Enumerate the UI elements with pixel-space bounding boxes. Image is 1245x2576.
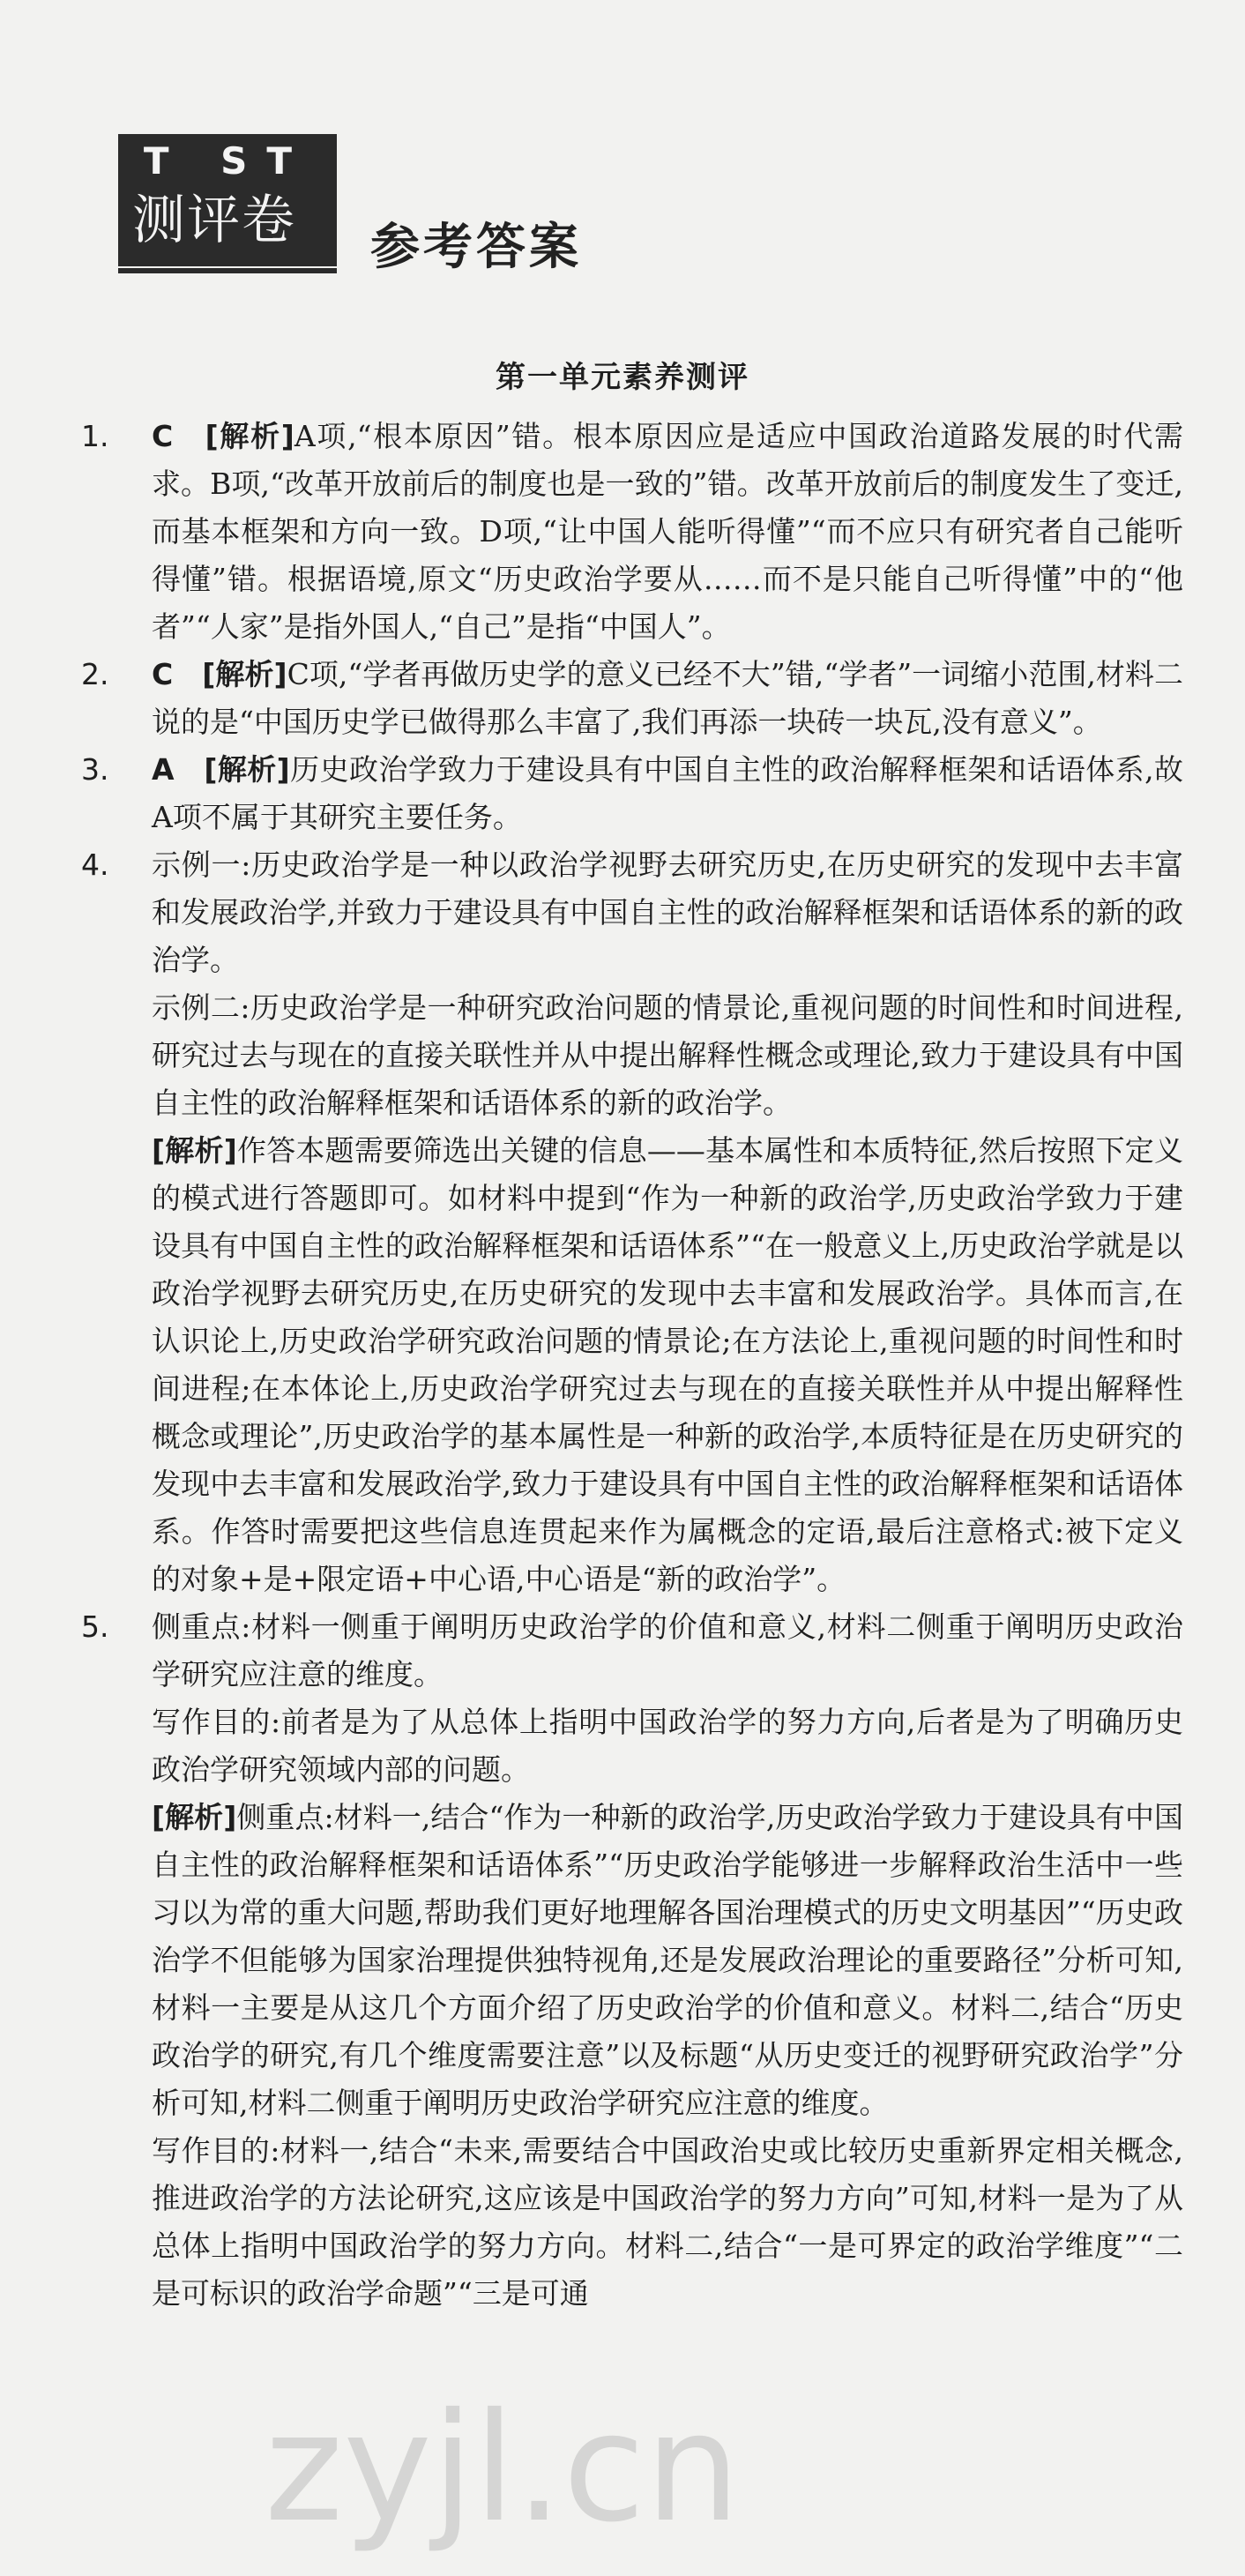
- answer-item: [81, 746, 1183, 841]
- answer-paragraph: [152, 746, 1183, 841]
- page-heading: 参考答案: [370, 219, 582, 276]
- answer-text: 写作目的:材料一,结合“未来,需要结合中国政治史或比较历史重新界定相关概念,推进政治学的方法论研究,这应该是中国政治学的努力方向”可知,材料一是为了从总体上指明中国政治学的努力方向。材料二,结合“一是可界定的政治学维度”“二是可标识的政治学命题”“三是可通: [152, 2133, 1183, 2311]
- question-number: 5.: [81, 1609, 109, 1644]
- answer-tag: C [解析]: [152, 657, 287, 691]
- answer-text: 侧重点:材料一,结合“作为一种新的政治学,历史政治学致力于建设具有中国自主性的政治解释框架和话语体系”“历史政治学能够进一步解释政治生活中一些习以为常的重大问题,帮助我们更好地理解各国治理模式的历史文明基因”“历史政治学不但能够为国家治理提供独特视角,还是发展政治理论的重要路径”分析可知,材料一主要是从这几个方面介绍了历史政治学的价值和意义。材料二,结合“历史政治学的研究,有几个维度需要注意”以及标题“从历史变迁的视野研究政治学”分析可知,材料二侧重于阐明历史政治学研究应注意的维度。: [152, 1800, 1183, 2120]
- answer-item: [81, 651, 1183, 746]
- answer-tag: [解析]: [152, 1133, 237, 1168]
- answer-item: [81, 841, 1183, 1603]
- answer-list: [81, 413, 1183, 2318]
- answer-paragraph: [152, 2127, 1183, 2318]
- section-title: 第一单元素养测评: [496, 360, 749, 395]
- logo-test-text: T ST: [143, 139, 312, 183]
- answer-tag: C [解析]: [152, 419, 294, 453]
- answer-paragraph: [152, 984, 1183, 1127]
- question-number: 4.: [81, 847, 109, 882]
- answer-text: A项,“根本原因”错。根本原因应是适应中国政治道路发展的时代需求。B项,“改革开放前后的制度也是一致的”错。改革开放前后的制度发生了变迁,而基本框架和方向一致。D项,“让中国人能听得懂”“而不应只有研究者自己能听得懂”错。根据语境,原文“历史政治学要从……而不是只能自己听得懂”中的“他者”“人家”是指外国人,“自己”是指“中国人”。: [152, 419, 1184, 644]
- answer-item: [81, 1603, 1183, 2318]
- logo-subtitle: 测评卷: [132, 190, 296, 251]
- answer-text: 写作目的:前者是为了从总体上指明中国政治学的努力方向,后者是为了明确历史政治学研究领域内部的问题。: [152, 1705, 1183, 1787]
- answer-paragraph: [152, 841, 1183, 984]
- watermark: zyjl.cn: [265, 2381, 741, 2556]
- answer-text: 侧重点:材料一侧重于阐明历史政治学的价值和意义,材料二侧重于阐明历史政治学研究应注意的维度。: [152, 1609, 1183, 1691]
- answer-paragraph: [152, 1127, 1183, 1603]
- answer-text: 示例二:历史政治学是一种研究政治问题的情景论,重视问题的时间性和时间进程,研究过去与现在的直接关联性并从中提出解释性概念或理论,致力于建设具有中国自主性的政治解释框架和话语体系的新的政治学。: [152, 990, 1183, 1120]
- answer-text: 示例一:历史政治学是一种以政治学视野去研究历史,在历史研究的发现中去丰富和发展政治学,并致力于建设具有中国自主性的政治解释框架和话语体系的新的政治学。: [152, 847, 1183, 977]
- answer-text: 历史政治学致力于建设具有中国自主性的政治解释框架和话语体系,故A项不属于其研究主要任务。: [152, 752, 1183, 834]
- answer-paragraph: [152, 1794, 1183, 2127]
- answer-paragraph: [152, 413, 1183, 651]
- logo-underline: [118, 268, 337, 273]
- answer-tag: [解析]: [152, 1800, 237, 1834]
- answer-text: 作答本题需要筛选出关键的信息——基本属性和本质特征,然后按照下定义的模式进行答题即可。如材料中提到“作为一种新的政治学,历史政治学致力于建设具有中国自主性的政治解释框架和话语体系”“在一般意义上,历史政治学就是以政治学视野去研究历史,在历史研究的发现中去丰富和发展政治学。具体而言,在认识论上,历史政治学研究政治问题的情景论;在方法论上,重视问题的时间性和时间进程;在本体论上,历史政治学研究过去与现在的直接关联性并从中提出解释性概念或理论”,历史政治学的基本属性是一种新的政治学,本质特征是在历史研究的发现中去丰富和发展政治学,致力于建设具有中国自主性的政治解释框架和话语体系。作答时需要把这些信息连贯起来作为属概念的定语,最后注意格式:被下定义的对象+是+限定语+中心语,中心语是“新的政治学”。: [152, 1133, 1183, 1596]
- answer-item: [81, 413, 1183, 651]
- question-number: 1.: [81, 419, 109, 453]
- question-number: 2.: [81, 657, 109, 691]
- answer-text: C项,“学者再做历史学的意义已经不大”错,“学者”一词缩小范围,材料二说的是“中国历史学已做得那么丰富了,我们再添一块砖一块瓦,没有意义”。: [152, 657, 1183, 739]
- answer-paragraph: [152, 651, 1183, 746]
- answer-paragraph: [152, 1603, 1183, 1699]
- answer-paragraph: [152, 1699, 1183, 1794]
- test-logo: [118, 134, 337, 266]
- question-number: 3.: [81, 752, 109, 787]
- answer-tag: A [解析]: [152, 752, 290, 787]
